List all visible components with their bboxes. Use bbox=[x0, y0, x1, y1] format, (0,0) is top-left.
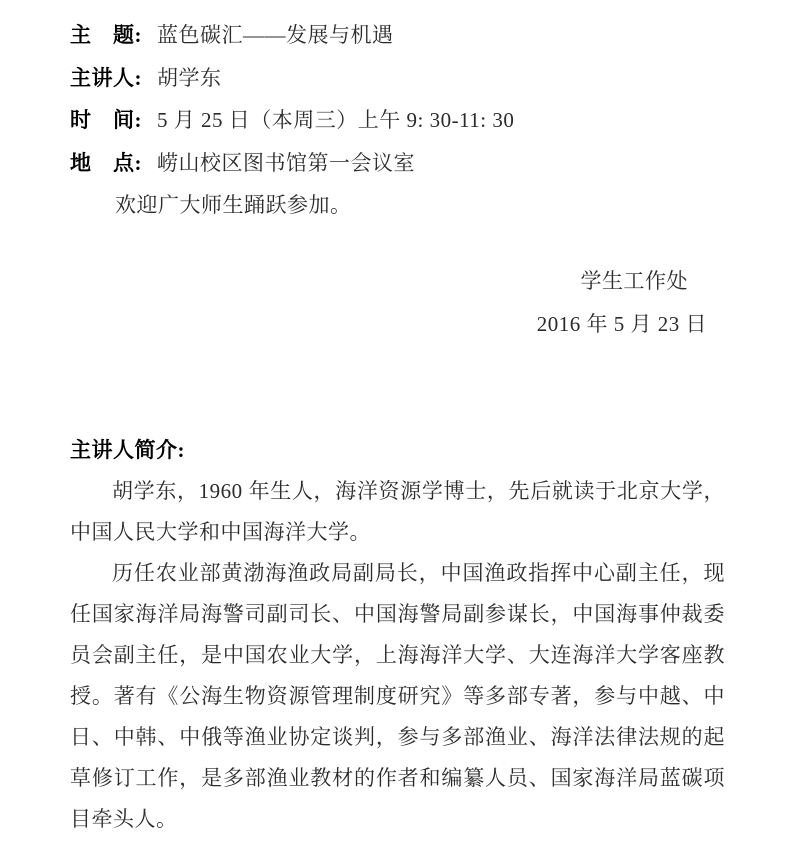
info-row bbox=[70, 57, 725, 100]
lecture-info-list bbox=[70, 14, 725, 184]
bio-paragraph: 历任农业部黄渤海渔政局副局长，中国渔政指挥中心副主任，现任国家海洋局海警司副司长、中国海警局副参谋长，中国海事仲裁委员会副主任，是中国农业大学，上海海洋大学、大连海洋大学客座教授。著有《公海生物资源管理制度研究》等多部专著，参与中越、中日、中韩、中俄等渔业协定谈判，参与多部渔业、海洋法律法规的起草修订工作，是多部渔业教材的作者和编纂人员、国家海洋局蓝碳项目牵头人。 bbox=[70, 560, 725, 831]
info-row-value: 崂山校区图书馆第一会议室 bbox=[157, 150, 415, 175]
info-row bbox=[70, 142, 725, 185]
info-row-label: 主 题: bbox=[70, 23, 142, 47]
bio-heading: 主讲人简介: bbox=[70, 437, 185, 462]
info-row-label: 主讲人: bbox=[70, 65, 142, 90]
bio-paragraph: 胡学东，1960 年生人，海洋资源学博士，先后就读于北京大学，中国人民大学和中国海洋大学。 bbox=[70, 478, 725, 544]
signature-org: 学生工作处 bbox=[580, 268, 688, 293]
signature-date: 2016 年 5 月 23 日 bbox=[536, 311, 707, 336]
bio-body bbox=[70, 471, 725, 840]
signature-block bbox=[70, 260, 725, 346]
info-row-value: 胡学东 bbox=[157, 65, 222, 90]
info-row-label: 地 点: bbox=[70, 150, 142, 175]
info-row-value: 蓝色碳汇——发展与机遇 bbox=[157, 23, 394, 47]
info-row bbox=[70, 99, 725, 142]
info-row bbox=[70, 14, 725, 57]
welcome-line: 欢迎广大师生踊跃参加。 bbox=[115, 193, 352, 217]
info-row-value: 5 月 25 日（本周三）上午 9: 30-11: 30 bbox=[157, 108, 515, 132]
info-row-label: 时 间: bbox=[70, 108, 142, 132]
